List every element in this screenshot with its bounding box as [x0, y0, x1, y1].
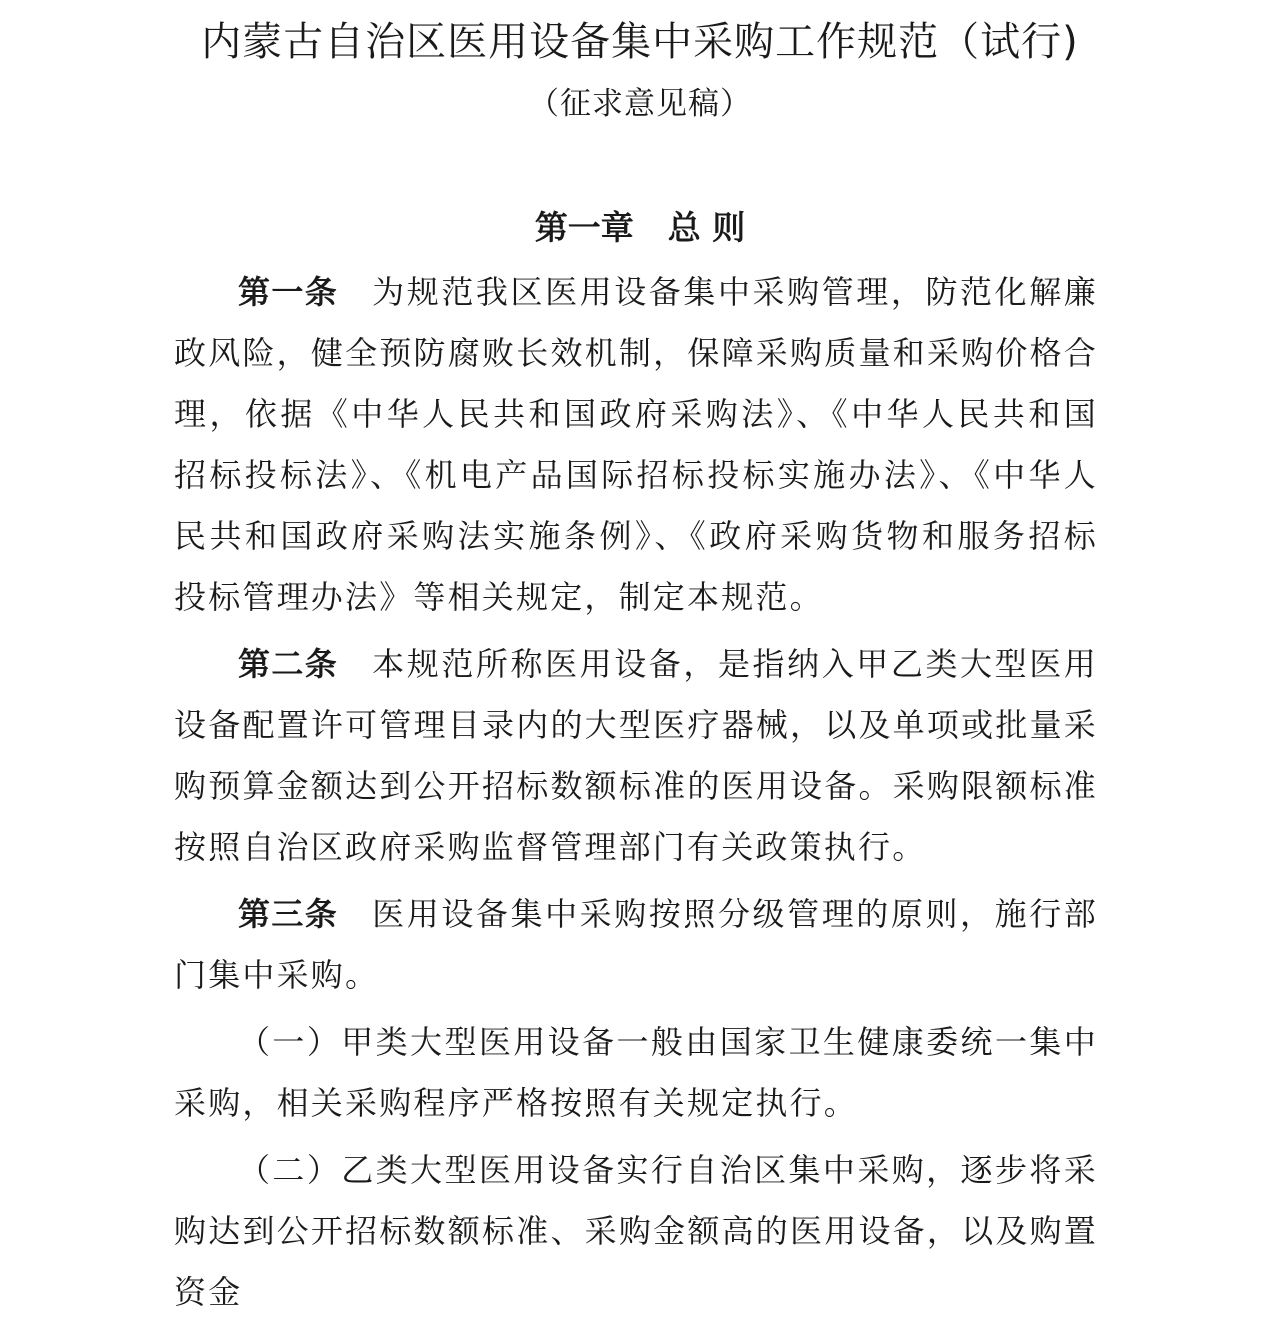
article-label: 第三条 — [238, 895, 339, 933]
article-label: 第一条 — [238, 273, 339, 311]
chapter-title: 总 则 — [667, 208, 746, 247]
document-subtitle: （征求意见稿） — [528, 86, 752, 122]
article-3 — [174, 884, 1098, 1006]
document-title: 内蒙古自治区医用设备集中采购工作规范（试行) — [201, 19, 1079, 65]
chapter-heading — [0, 204, 1280, 252]
article-2 — [174, 634, 1098, 878]
document-body — [174, 262, 1098, 1329]
article-text: 本规范所称医用设备，是指纳入甲乙类大型医用设备配置许可管理目录内的大型医疗器械，以及单项或批量采购预算金额达到公开招标数额标准的医用设备。采购限额标准按照自治区政府采购监督管理部门有关政策执行。 — [174, 645, 1098, 866]
list-item: （一）甲类大型医用设备一般由国家卫生健康委统一集中采购，相关采购程序严格按照有关规定执行。 — [174, 1023, 1098, 1122]
article-text: 为规范我区医用设备集中采购管理，防范化解廉政风险，健全预防腐败长效机制，保障采购质量和采购价格合理，依据《中华人民共和国政府采购法》、《中华人民共和国招标投标法》、《机电产品国际招标投标实施办法》、《中华人民共和国政府采购法实施条例》、《政府采购货物和服务招标投标管理办法》等相关规定，制定本规范。 — [174, 273, 1098, 616]
list-item: （二）乙类大型医用设备实行自治区集中采购，逐步将采购达到公开招标数额标准、采购金额高的医用设备，以及购置资金 — [174, 1151, 1098, 1311]
article-1 — [174, 262, 1098, 628]
article-label: 第二条 — [238, 645, 339, 683]
article-text: 医用设备集中采购按照分级管理的原则，施行部门集中采购。 — [174, 895, 1098, 994]
chapter-number: 第一章 — [534, 208, 634, 247]
